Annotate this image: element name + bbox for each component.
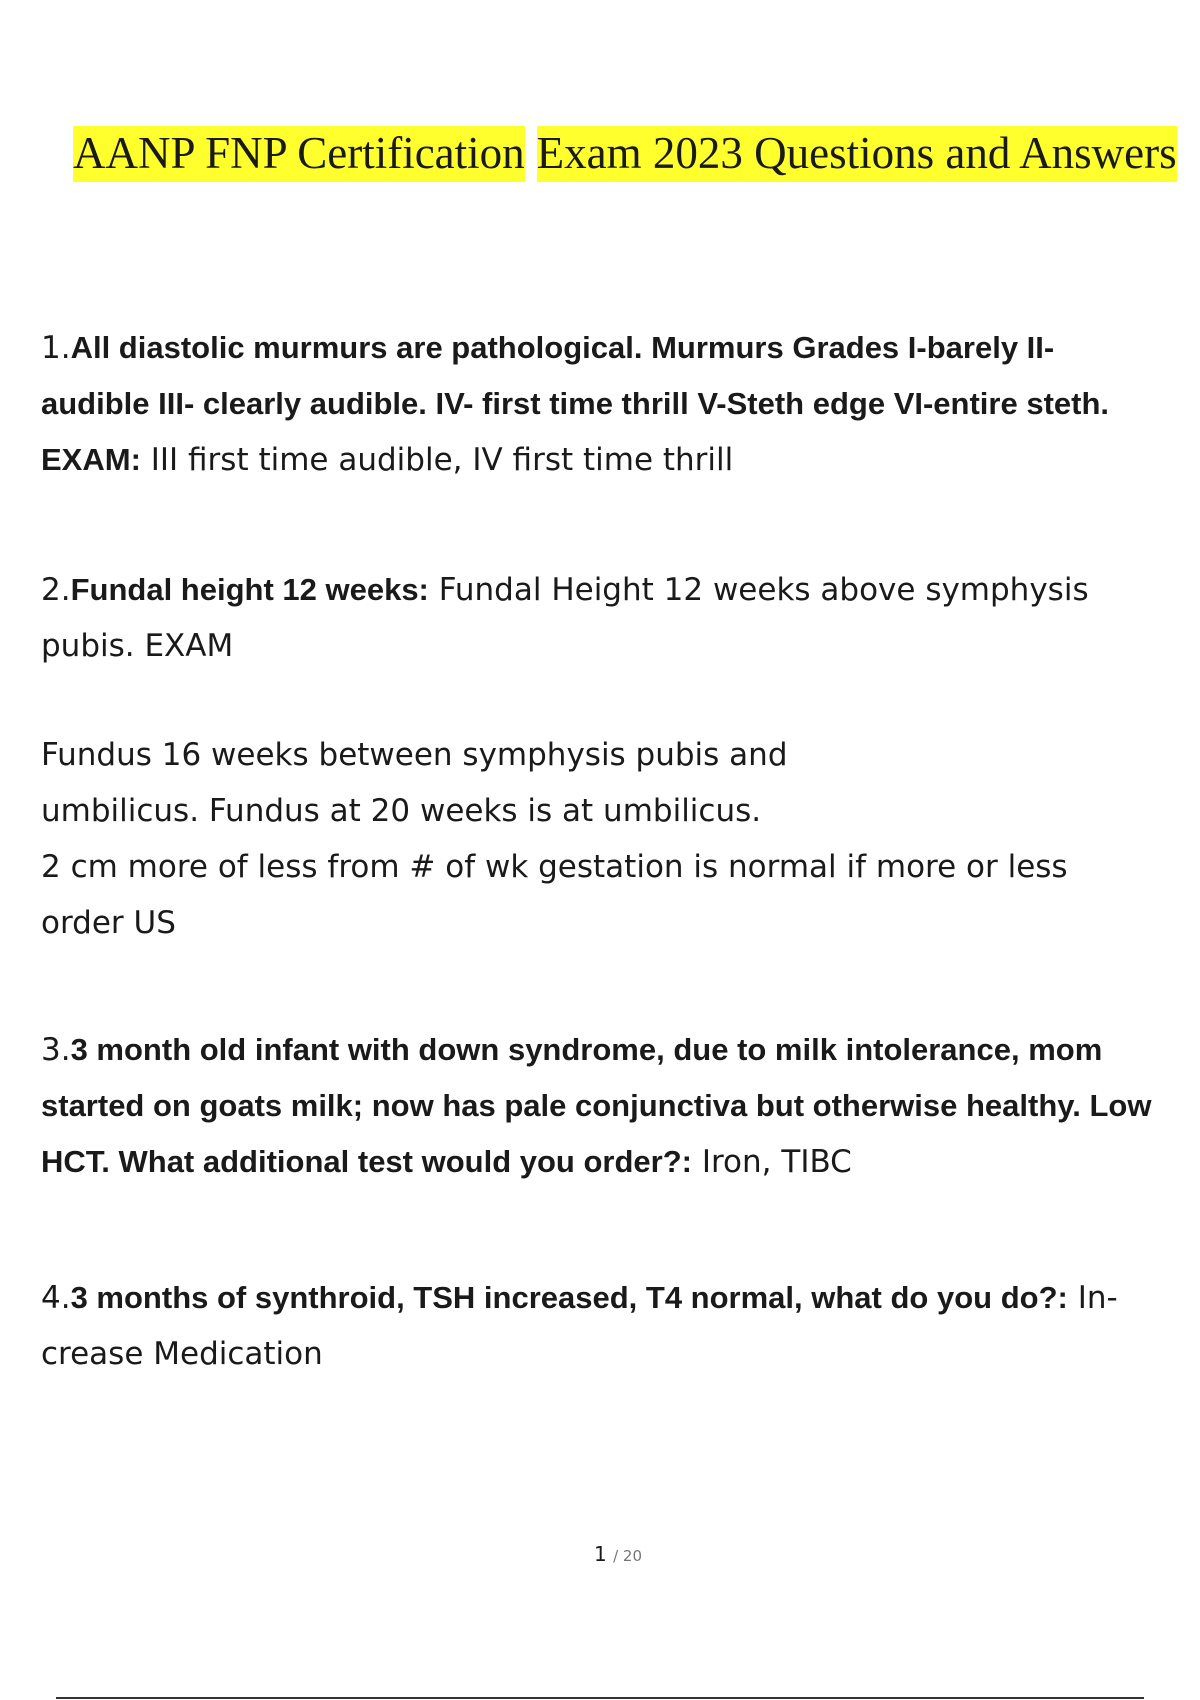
question-text: 3 month old infant with down syndrome, due to milk intolerance, mom started on goats milk; now has pale conjunctiva but otherwise healthy. Low HCT. What additional test would you order?: [41,1032,1152,1179]
question-number: 4. [41,1280,71,1316]
document-title [73,128,1177,180]
title-highlight-2: Exam 2023 Questions and Answers [537,126,1177,182]
question-number: 2. [41,572,71,608]
bottom-divider [56,1697,1144,1699]
total-pages: / 20 [613,1547,642,1565]
answer-text: Iron, TIBC [692,1144,852,1180]
question-2 [41,562,1126,674]
question-text: All diastolic murmurs are pathological. Murmurs Grades I-barely II-audible III- clearly audible. IV- first time thrill V-Steth edge VI-entire steth. EXAM: [41,330,1110,477]
current-page-number: 1 [593,1542,607,1566]
answer-text: III first time audible, IV first time thrill [140,442,734,478]
question-4 [41,1270,1161,1382]
question-number: 1. [41,330,71,366]
page-indicator [0,1542,1200,1566]
question-3 [41,1022,1161,1190]
answer-line: 2 cm more of less from # of wk gestation is normal if more or less order US [41,849,1068,941]
answer-continuation [41,727,1126,951]
question-text: Fundal height 12 weeks: [70,572,429,607]
answer-line: umbilicus. Fundus at 20 weeks is at umbilicus. [41,793,762,829]
question-1 [41,320,1161,488]
answer-line: Fundus 16 weeks between symphysis pubis and [41,737,788,773]
answer-text: In- crease Medication [41,1280,1118,1372]
answer-text: Fundal Height 12 weeks above symphysis pubis. EXAM [41,572,1089,664]
question-number: 3. [41,1032,71,1068]
question-text: 3 months of synthroid, TSH increased, T4 normal, what do you do?: [70,1280,1068,1315]
title-highlight-1: AANP FNP Certification [73,126,525,182]
